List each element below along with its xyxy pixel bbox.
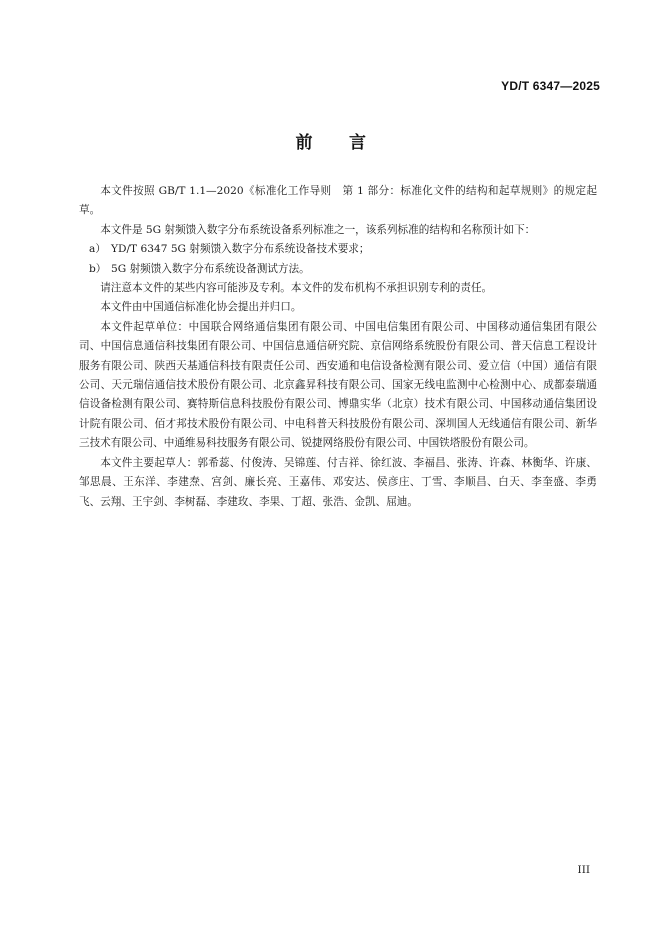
list-item-text: 5G 射频馈入数字分布系统设备测试方法。 — [111, 262, 310, 275]
paragraph-drafting-units: 本文件起草单位：中国联合网络通信集团有限公司、中国电信集团有限公司、中国移动通信集团有限公司、中国信息通信科技集团有限公司、中国信息通信研究院、京信网络系统股份有限公司、普天信息工程设计服务有限公司、陕西天基通信科技有限责任公司、西安通和电信设备检测有限公司、爱立信（中国）通信有限公司、天元瑞信通信技术股份有限公司、北京鑫昇科技有限公司、国家无线电监测中心检测中心、成都泰瑞通信设备检测有限公司、赛特斯信息科技股份有限公司、博鼎实华（北京）技术有限公司、中国移动通信集团设计院有限公司、佰才邦技术股份有限公司、中电科普天科技股份有限公司、深圳国人无线通信有限公司、新华三技术有限公司、中通维易科技服务有限公司、锐捷网络股份有限公司、中国铁塔股份有限公司。 — [79, 320, 597, 450]
paragraph-drafting-rules: 本文件按照 GB/T 1.1—2020《标准化工作导则 第 1 部分：标准化文件的结构和起草规则》的规定起草。 — [79, 185, 597, 217]
paragraph-patent-notice: 请注意本文件的某些内容可能涉及专利。本文件的发布机构不承担识别专利的责任。 — [100, 282, 493, 295]
paragraph-proposer: 本文件由中国通信标准化协会提出并归口。 — [100, 301, 302, 314]
paragraph-series-intro: 本文件是 5G 射频馈入数字分布系统设备系列标准之一，该系列标准的结构和名称预计如下： — [100, 223, 536, 236]
page-title-part2: 言 — [349, 133, 367, 153]
document-id: YD/T 6347—2025 — [501, 79, 600, 93]
page-title-part1: 前 — [295, 133, 313, 153]
paragraph-drafters: 本文件主要起草人：郭希蕊、付俊涛、吴锦莲、付吉祥、徐红波、李福昌、张涛、许森、林衡华、许康、邹思晨、王东洋、李建焘、宫剑、廉长亮、王嘉伟、邓安达、侯彦庄、丁雪、李顺昌、白天、李奎盛、李勇飞、云翔、王宇剑、李树磊、李建玫、李果、丁超、张浩、金凯、屈迪。 — [79, 456, 597, 508]
list-item — [79, 260, 597, 279]
list-item — [79, 240, 597, 259]
foreword-body — [79, 182, 597, 512]
page-title — [0, 128, 662, 153]
list-item-text: YD/T 6347 5G 射频馈入数字分布系统设备技术要求； — [111, 243, 370, 256]
list-marker: a） — [89, 243, 106, 256]
list-marker: b） — [89, 262, 107, 275]
page-number: III — [577, 864, 590, 876]
